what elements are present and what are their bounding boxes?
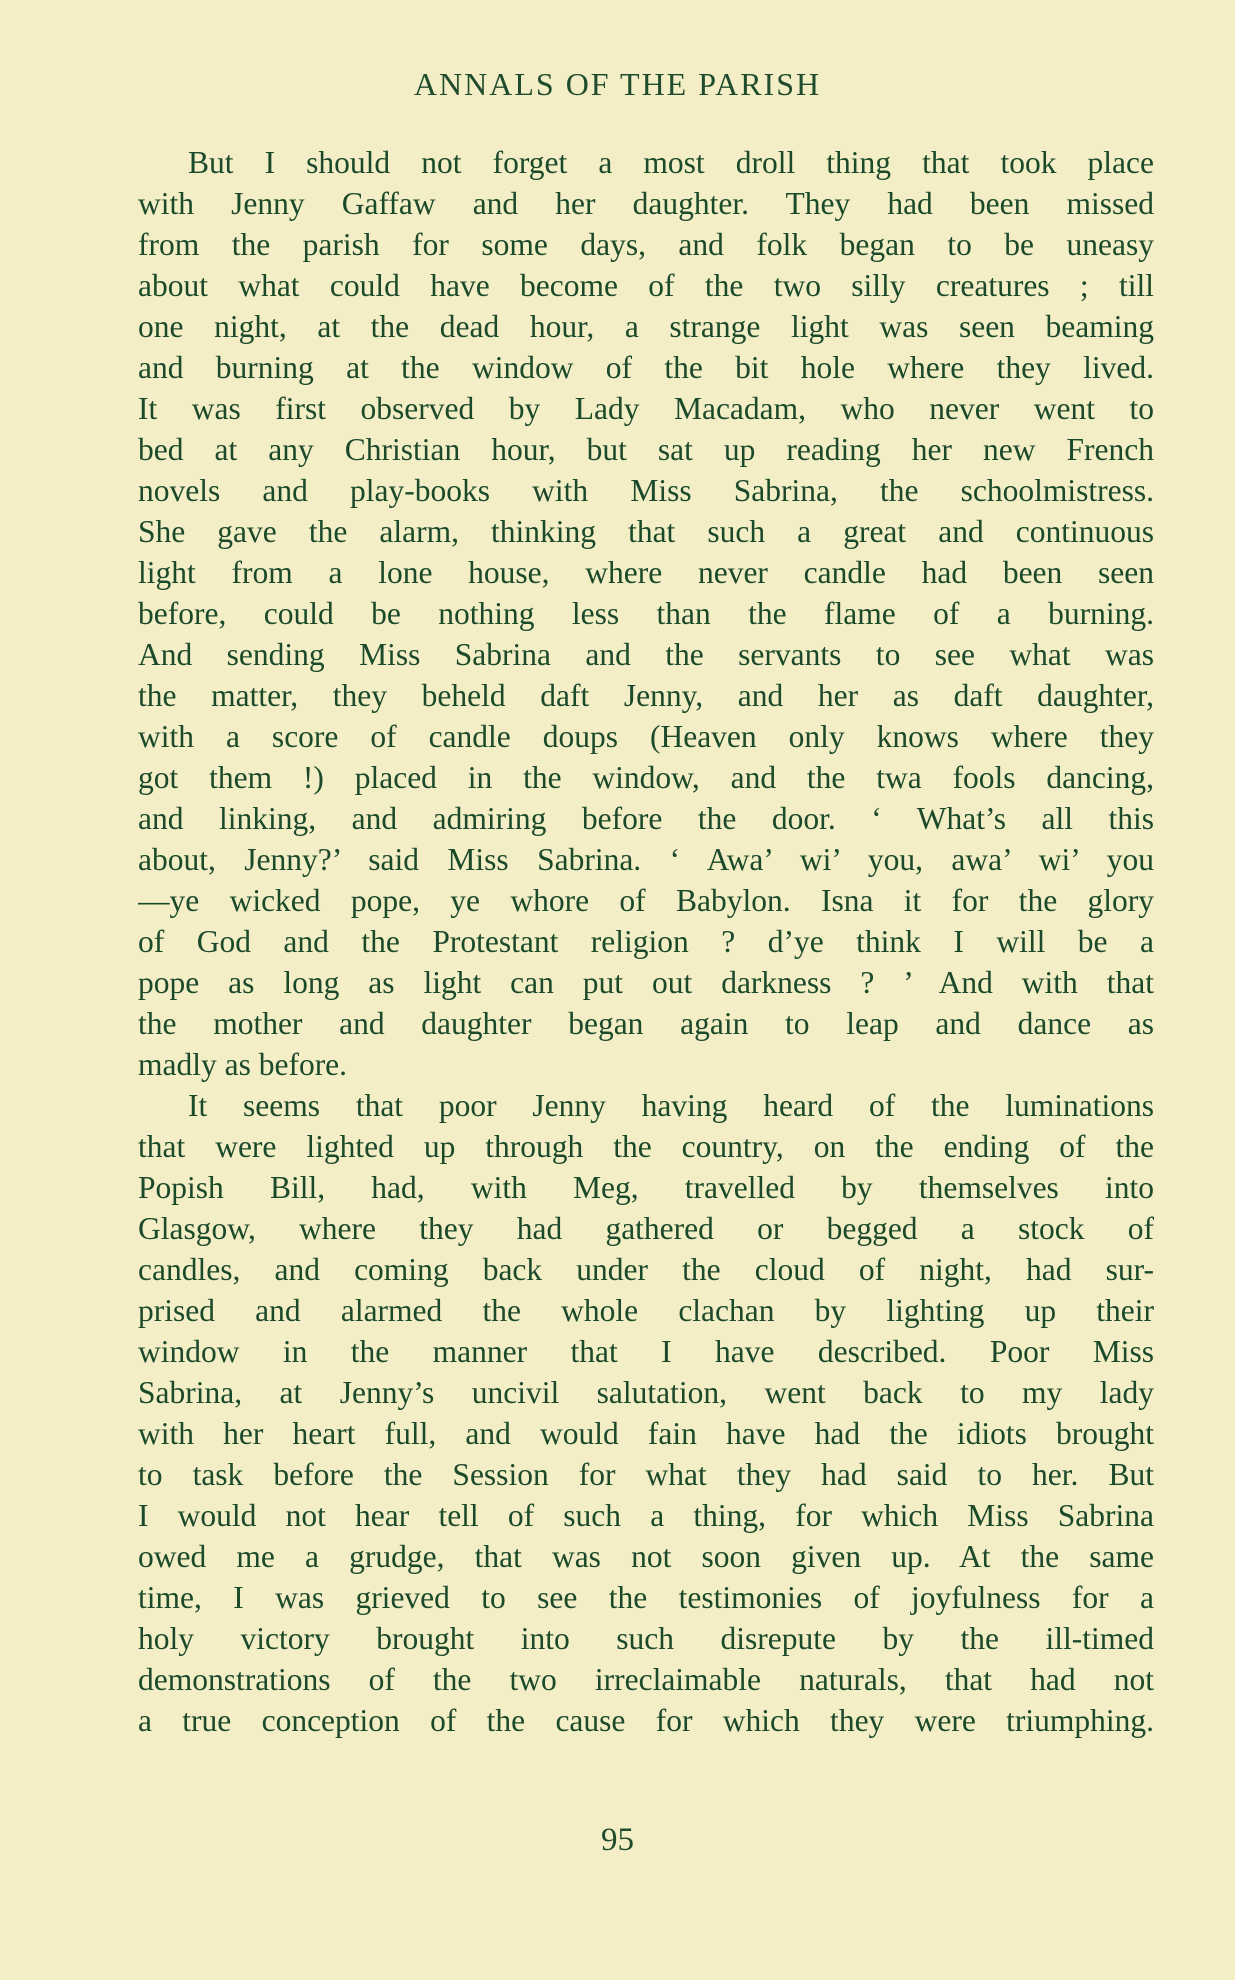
text-line: Glasgow, where they had gathered or begged a stock of bbox=[138, 1211, 1154, 1246]
body-text bbox=[138, 142, 1154, 1741]
text-line: got them !) placed in the window, and the twa fools dancing, bbox=[138, 760, 1154, 795]
running-head: ANNALS OF THE PARISH bbox=[413, 66, 822, 102]
text-line: about what could have become of the two silly creatures ; till bbox=[138, 268, 1154, 303]
text-line: of God and the Protestant religion ? d’ye think I will be a bbox=[138, 924, 1154, 959]
text-line: to task before the Session for what they had said to her. But bbox=[138, 1457, 1154, 1492]
text-line: And sending Miss Sabrina and the servants to see what was bbox=[138, 637, 1154, 672]
text-line: light from a lone house, where never candle had been seen bbox=[138, 555, 1154, 590]
text-line: with a score of candle doups (Heaven only knows where they bbox=[138, 719, 1154, 754]
text-line: a true conception of the cause for which they were triumphing. bbox=[138, 1703, 1154, 1738]
text-line: But I should not forget a most droll thing that took place bbox=[188, 145, 1154, 180]
text-line: She gave the alarm, thinking that such a great and continuous bbox=[138, 514, 1154, 549]
text-line: with her heart full, and would fain have had the idiots brought bbox=[138, 1416, 1154, 1451]
text-line: owed me a grudge, that was not soon given up. At the same bbox=[138, 1539, 1154, 1574]
text-line: that were lighted up through the country, on the ending of the bbox=[138, 1129, 1154, 1164]
text-line: demonstrations of the two irreclaimable naturals, that had not bbox=[138, 1662, 1154, 1697]
text-line: pope as long as light can put out darkness ? ’ And with that bbox=[138, 965, 1154, 1000]
text-line: with Jenny Gaffaw and her daughter. They had been missed bbox=[138, 186, 1154, 221]
text-line: window in the manner that I have described. Poor Miss bbox=[138, 1334, 1154, 1369]
text-line: holy victory brought into such disrepute by the ill-timed bbox=[138, 1621, 1154, 1656]
text-line: I would not hear tell of such a thing, for which Miss Sabrina bbox=[138, 1498, 1154, 1533]
text-line: the mother and daughter began again to leap and dance as bbox=[138, 1006, 1154, 1041]
text-line: and linking, and admiring before the door. ‘ What’s all this bbox=[138, 801, 1154, 836]
text-line: about, Jenny?’ said Miss Sabrina. ‘ Awa’ wi’ you, awa’ wi’ you bbox=[138, 842, 1154, 877]
text-line: Sabrina, at Jenny’s uncivil salutation, went back to my lady bbox=[138, 1375, 1154, 1410]
text-line: bed at any Christian hour, but sat up reading her new French bbox=[138, 432, 1154, 467]
text-line: novels and play-books with Miss Sabrina, the schoolmistress. bbox=[138, 473, 1154, 508]
text-line: before, could be nothing less than the flame of a burning. bbox=[138, 596, 1154, 631]
text-line: from the parish for some days, and folk began to be uneasy bbox=[138, 227, 1154, 262]
text-line: Popish Bill, had, with Meg, travelled by themselves into bbox=[138, 1170, 1154, 1205]
text-line: madly as before. bbox=[138, 1047, 348, 1082]
text-line: candles, and coming back under the cloud of night, had sur- bbox=[138, 1252, 1154, 1287]
text-line: time, I was grieved to see the testimonies of joyfulness for a bbox=[138, 1580, 1154, 1615]
page-number: 95 bbox=[601, 1822, 634, 1858]
text-line: It seems that poor Jenny having heard of the luminations bbox=[188, 1088, 1154, 1123]
text-line: prised and alarmed the whole clachan by lighting up their bbox=[138, 1293, 1154, 1328]
text-line: It was first observed by Lady Macadam, who never went to bbox=[138, 391, 1154, 426]
text-line: one night, at the dead hour, a strange light was seen beaming bbox=[138, 309, 1154, 344]
text-line: the matter, they beheld daft Jenny, and her as daft daughter, bbox=[138, 678, 1154, 713]
text-line: —ye wicked pope, ye whore of Babylon. Isna it for the glory bbox=[138, 883, 1154, 918]
text-line: and burning at the window of the bit hole where they lived. bbox=[138, 350, 1154, 385]
